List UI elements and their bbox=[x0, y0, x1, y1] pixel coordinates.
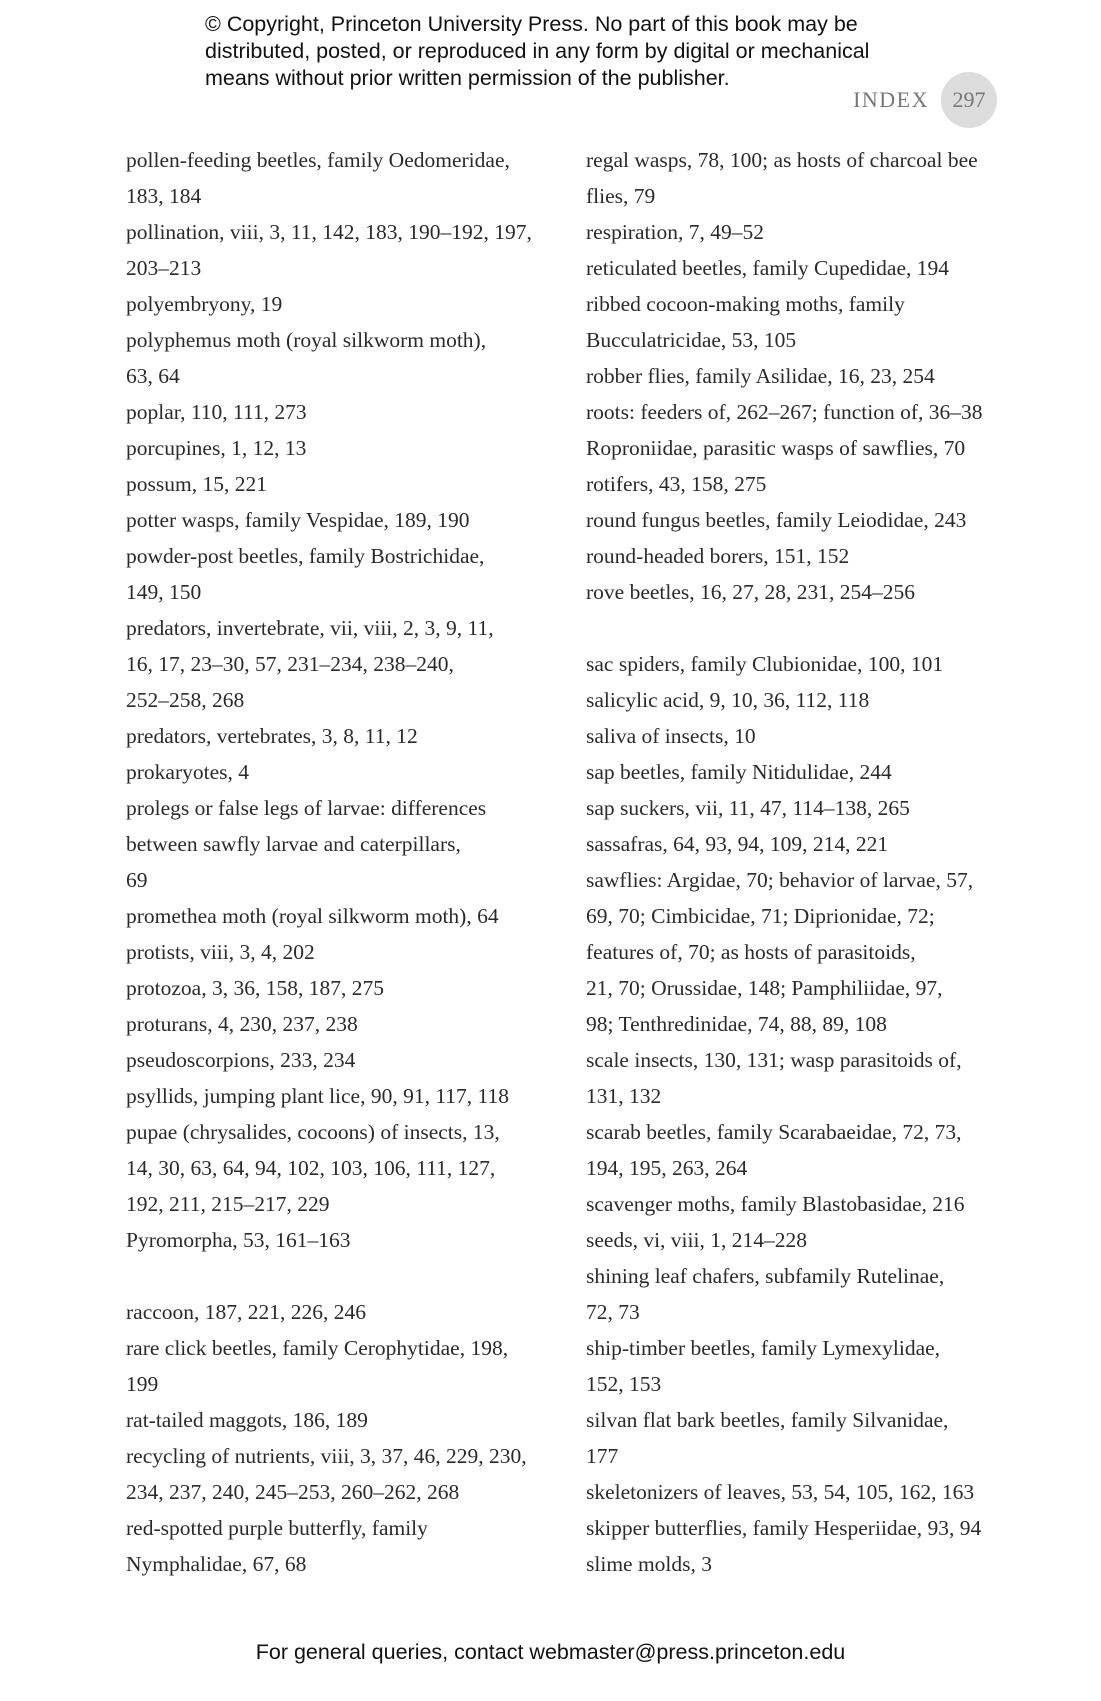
letter-gap bbox=[586, 610, 1006, 646]
index-entry-continuation: 183, 184 bbox=[126, 184, 202, 208]
index-column-left bbox=[126, 142, 576, 1582]
index-entry bbox=[126, 970, 576, 1006]
index-entry-term: rare click beetles, family Cerophytidae, 198, bbox=[126, 1336, 509, 1360]
index-entry-term: sawflies: Argidae, 70; behavior of larvae, 57, bbox=[586, 868, 974, 892]
index-entry bbox=[126, 466, 576, 502]
index-entry-term: rove beetles, 16, 27, 28, 231, 254–256 bbox=[586, 580, 916, 604]
index-entry bbox=[126, 322, 576, 394]
index-entry bbox=[586, 754, 1006, 790]
index-entry bbox=[126, 718, 576, 754]
index-entry-continuation: 69, 70; Cimbicidae, 71; Diprionidae, 72; bbox=[586, 904, 935, 928]
index-entry-term: respiration, 7, 49–52 bbox=[586, 220, 764, 244]
index-entry bbox=[586, 214, 1006, 250]
index-entry-term: round-headed borers, 151, 152 bbox=[586, 544, 850, 568]
index-entry-continuation: 194, 195, 263, 264 bbox=[586, 1156, 748, 1180]
index-column-right bbox=[586, 142, 1006, 1582]
index-entry bbox=[586, 646, 1006, 682]
index-entry bbox=[586, 502, 1006, 538]
index-entry-term: slime molds, 3 bbox=[586, 1552, 713, 1576]
index-entry-term: prokaryotes, 4 bbox=[126, 760, 249, 784]
index-entry-term: sap beetles, family Nitidulidae, 244 bbox=[586, 760, 892, 784]
index-entry-term: polyembryony, 19 bbox=[126, 292, 283, 316]
index-entry-continuation: flies, 79 bbox=[586, 184, 656, 208]
index-entry-continuation: 177 bbox=[586, 1444, 619, 1468]
index-entry-term: round fungus beetles, family Leiodidae, 243 bbox=[586, 508, 967, 532]
section-label: INDEX bbox=[853, 87, 929, 112]
index-entry-continuation: features of, 70; as hosts of parasitoids, bbox=[586, 940, 916, 964]
index-entry-term: potter wasps, family Vespidae, 189, 190 bbox=[126, 508, 470, 532]
index-entry-term: pollen-feeding beetles, family Oedomeridae, bbox=[126, 148, 510, 172]
index-entry bbox=[586, 574, 1006, 610]
index-entry-term: polyphemus moth (royal silkworm moth), bbox=[126, 328, 487, 352]
index-entry bbox=[126, 430, 576, 466]
index-entry bbox=[586, 682, 1006, 718]
index-entry bbox=[586, 538, 1006, 574]
index-entry bbox=[126, 214, 576, 286]
index-entry-continuation: 234, 237, 240, 245–253, 260–262, 268 bbox=[126, 1480, 460, 1504]
index-entry-term: pupae (chrysalides, cocoons) of insects, 13, bbox=[126, 1120, 500, 1144]
index-entry-term: robber flies, family Asilidae, 16, 23, 254 bbox=[586, 364, 935, 388]
index-entry-term: protozoa, 3, 36, 158, 187, 275 bbox=[126, 976, 384, 1000]
index-entry-continuation: 14, 30, 63, 64, 94, 102, 103, 106, 111, 127, bbox=[126, 1156, 496, 1180]
index-entry bbox=[586, 286, 1006, 358]
index-entry-continuation: 21, 70; Orussidae, 148; Pamphiliidae, 97, bbox=[586, 976, 943, 1000]
index-entry bbox=[586, 1402, 1006, 1474]
index-entry bbox=[126, 1006, 576, 1042]
index-entry bbox=[126, 1438, 576, 1510]
index-entry-term: sassafras, 64, 93, 94, 109, 214, 221 bbox=[586, 832, 889, 856]
index-entry bbox=[126, 142, 576, 214]
index-entry bbox=[586, 1186, 1006, 1222]
index-entry bbox=[586, 430, 1006, 466]
index-entry-term: proturans, 4, 230, 237, 238 bbox=[126, 1012, 358, 1036]
index-entry bbox=[126, 538, 576, 610]
index-entry-term: poplar, 110, 111, 273 bbox=[126, 400, 307, 424]
index-entry bbox=[126, 286, 576, 322]
index-entry bbox=[126, 1330, 576, 1402]
index-entry bbox=[586, 862, 1006, 1042]
index-entry bbox=[586, 1042, 1006, 1114]
index-entry-continuation: Nymphalidae, 67, 68 bbox=[126, 1552, 307, 1576]
index-entry-term: silvan flat bark beetles, family Silvanidae, bbox=[586, 1408, 949, 1432]
index-entry-term: psyllids, jumping plant lice, 90, 91, 117, 118 bbox=[126, 1084, 510, 1108]
index-entry-term: shining leaf chafers, subfamily Rutelinae, bbox=[586, 1264, 945, 1288]
index-entry-term: rotifers, 43, 158, 275 bbox=[586, 472, 767, 496]
index-entry-continuation: 192, 211, 215–217, 229 bbox=[126, 1192, 330, 1216]
index-entry bbox=[126, 502, 576, 538]
footer-contact: For general queries, contact webmaster@press.princeton.edu bbox=[255, 1640, 846, 1664]
index-entry-continuation: 252–258, 268 bbox=[126, 688, 245, 712]
index-entry-continuation: 63, 64 bbox=[126, 364, 180, 388]
index-entry bbox=[126, 1222, 576, 1258]
index-entry bbox=[586, 358, 1006, 394]
copyright-line: means without prior written permission of the publisher. bbox=[205, 66, 730, 90]
index-entry bbox=[126, 1078, 576, 1114]
index-entry bbox=[126, 790, 576, 898]
copyright-line: distributed, posted, or reproduced in any form by digital or mechanical bbox=[205, 39, 870, 63]
index-entry-term: ribbed cocoon-making moths, family bbox=[586, 292, 905, 316]
index-entry-term: possum, 15, 221 bbox=[126, 472, 267, 496]
index-entry-continuation: 152, 153 bbox=[586, 1372, 662, 1396]
letter-gap bbox=[126, 1258, 576, 1294]
index-entry-term: powder-post beetles, family Bostrichidae, bbox=[126, 544, 485, 568]
copyright-notice bbox=[205, 11, 965, 92]
index-entry-term: protists, viii, 3, 4, 202 bbox=[126, 940, 315, 964]
index-entry-term: scale insects, 130, 131; wasp parasitoids of, bbox=[586, 1048, 962, 1072]
index-entry-term: ship-timber beetles, family Lymexylidae, bbox=[586, 1336, 941, 1360]
index-entry-term: saliva of insects, 10 bbox=[586, 724, 756, 748]
index-entry-term: pseudoscorpions, 233, 234 bbox=[126, 1048, 356, 1072]
index-entry bbox=[586, 394, 1006, 430]
index-entry bbox=[586, 1510, 1006, 1546]
index-entry-term: porcupines, 1, 12, 13 bbox=[126, 436, 307, 460]
index-entry-continuation: 98; Tenthredinidae, 74, 88, 89, 108 bbox=[586, 1012, 887, 1036]
index-entry bbox=[586, 826, 1006, 862]
index-entry-continuation: 199 bbox=[126, 1372, 159, 1396]
index-entry-term: recycling of nutrients, viii, 3, 37, 46, 229, 230, bbox=[126, 1444, 527, 1468]
index-entry-continuation: 149, 150 bbox=[126, 580, 202, 604]
index-entry-term: roots: feeders of, 262–267; function of, 36–38 bbox=[586, 400, 983, 424]
index-entry bbox=[586, 1330, 1006, 1402]
index-entry-term: predators, invertebrate, vii, viii, 2, 3, 9, 11, bbox=[126, 616, 494, 640]
index-entry-term: pollination, viii, 3, 11, 142, 183, 190–192, 197, bbox=[126, 220, 532, 244]
index-entry bbox=[126, 1294, 576, 1330]
index-entry-continuation: 69 bbox=[126, 868, 148, 892]
index-entry-term: sac spiders, family Clubionidae, 100, 101 bbox=[586, 652, 944, 676]
index-entry bbox=[126, 1402, 576, 1438]
index-entry bbox=[126, 898, 576, 934]
index-entry-term: scarab beetles, family Scarabaeidae, 72, 73, bbox=[586, 1120, 962, 1144]
index-entry-term: salicylic acid, 9, 10, 36, 112, 118 bbox=[586, 688, 870, 712]
index-entry bbox=[126, 934, 576, 970]
index-entry bbox=[586, 250, 1006, 286]
index-entry-term: skipper butterflies, family Hesperiidae, 93, 94 bbox=[586, 1516, 982, 1540]
index-entry bbox=[586, 1546, 1006, 1582]
running-head bbox=[853, 72, 997, 128]
index-entry-term: regal wasps, 78, 100; as hosts of charcoal bee bbox=[586, 148, 978, 172]
index-entry-term: skeletonizers of leaves, 53, 54, 105, 162, 163 bbox=[586, 1480, 975, 1504]
index-entry-term: scavenger moths, family Blastobasidae, 216 bbox=[586, 1192, 965, 1216]
index-entry bbox=[586, 1474, 1006, 1510]
index-entry-term: red-spotted purple butterfly, family bbox=[126, 1516, 428, 1540]
index-entry bbox=[586, 466, 1006, 502]
index-entry bbox=[126, 394, 576, 430]
index-entry-continuation: 72, 73 bbox=[586, 1300, 640, 1324]
index-entry bbox=[126, 1510, 576, 1582]
index-entry-continuation: 203–213 bbox=[126, 256, 202, 280]
index-entry-term: sap suckers, vii, 11, 47, 114–138, 265 bbox=[586, 796, 910, 820]
index-entry-term: Roproniidae, parasitic wasps of sawflies, 70 bbox=[586, 436, 966, 460]
index-entry-term: reticulated beetles, family Cupedidae, 194 bbox=[586, 256, 949, 280]
index-entry bbox=[586, 1222, 1006, 1258]
index-entry bbox=[586, 142, 1006, 214]
index-entry-term: promethea moth (royal silkworm moth), 64 bbox=[126, 904, 499, 928]
index-entry bbox=[586, 1114, 1006, 1186]
index-entry-continuation: 131, 132 bbox=[586, 1084, 662, 1108]
index-entry-term: seeds, vi, viii, 1, 214–228 bbox=[586, 1228, 807, 1252]
index-entry-continuation: between sawfly larvae and caterpillars, bbox=[126, 832, 461, 856]
index-entry-term: raccoon, 187, 221, 226, 246 bbox=[126, 1300, 367, 1324]
index-entry bbox=[586, 790, 1006, 826]
index-entry bbox=[586, 718, 1006, 754]
index-entry bbox=[126, 754, 576, 790]
index-entry-term: Pyromorpha, 53, 161–163 bbox=[126, 1228, 351, 1252]
index-entry-term: prolegs or false legs of larvae: differences bbox=[126, 796, 487, 820]
index-entry-continuation: Bucculatricidae, 53, 105 bbox=[586, 328, 797, 352]
page-number: 297 bbox=[941, 72, 997, 128]
index-entry-term: predators, vertebrates, 3, 8, 11, 12 bbox=[126, 724, 418, 748]
index-entry bbox=[586, 1258, 1006, 1330]
index-entry bbox=[126, 610, 576, 718]
index-entry-term: rat-tailed maggots, 186, 189 bbox=[126, 1408, 368, 1432]
index-entry bbox=[126, 1042, 576, 1078]
index-entry bbox=[126, 1114, 576, 1222]
copyright-line: © Copyright, Princeton University Press. No part of this book may be bbox=[205, 12, 858, 36]
index-entry-continuation: 16, 17, 23–30, 57, 231–234, 238–240, bbox=[126, 652, 454, 676]
